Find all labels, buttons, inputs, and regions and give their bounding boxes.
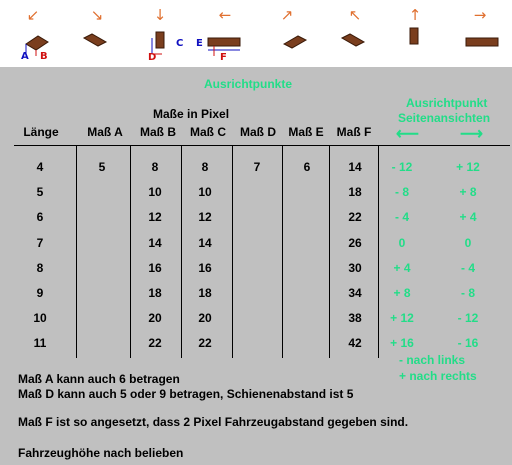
cell-side-right: - 4: [460, 260, 475, 275]
cell-side-left: 0: [398, 235, 406, 250]
label-d: D: [148, 52, 157, 63]
cell-f: 14: [348, 160, 362, 174]
col-header-c: Maß C: [190, 125, 226, 139]
cell-b: 8: [151, 160, 159, 174]
cell-laenge: 4: [36, 160, 44, 174]
arrow-northwest-icon: ↖: [348, 6, 362, 24]
col-header-b: Maß B: [140, 125, 176, 139]
cell-b: 10: [148, 185, 162, 200]
cell-c: 22: [198, 336, 212, 351]
cell-b: 22: [148, 336, 162, 351]
cell-laenge: 10: [33, 311, 47, 326]
cell-laenge: 5: [36, 185, 44, 200]
arrow-northeast-icon: ↗: [280, 6, 294, 24]
cell-b: 12: [148, 210, 162, 225]
cell-b: 14: [148, 235, 162, 250]
cell-side-left: + 16: [390, 336, 414, 351]
cell-side-right: 0: [464, 235, 472, 250]
wagon-northeast-icon: [280, 32, 310, 52]
cell-c: 10: [198, 185, 212, 200]
cell-laenge: 7: [36, 235, 44, 250]
cell-c: 18: [198, 286, 212, 300]
cell-c: 8: [201, 160, 209, 174]
cell-side-left: + 4: [393, 260, 411, 275]
cell-f: 22: [348, 210, 362, 225]
table-rule: [14, 145, 510, 146]
cell-side-right: + 12: [456, 160, 480, 174]
arrow-south-icon: ↓: [153, 6, 167, 24]
cell-side-right: - 16: [457, 336, 479, 351]
col-header-f: Maß F: [336, 125, 372, 139]
note-1: Maß A kann auch 6 betragen: [18, 372, 180, 386]
arrow-east-icon: →: [473, 6, 487, 24]
cell-c: 20: [198, 311, 212, 326]
cell-side-right: + 8: [459, 185, 477, 200]
cell-f: 30: [348, 260, 362, 275]
wagon-northwest-icon: [338, 32, 368, 52]
cell-d: 7: [253, 160, 261, 174]
col-divider: [232, 145, 233, 358]
cell-a: 5: [98, 160, 106, 174]
side-header-line2: Seitenansichten: [398, 111, 491, 125]
group-header: Maße in Pixel: [153, 107, 230, 121]
section-title: Ausrichtpunkte: [204, 77, 293, 91]
cell-f: 42: [348, 336, 362, 351]
cell-side-left: - 12: [391, 160, 413, 174]
note-2: Maß D kann auch 5 oder 9 betragen, Schienenabstand ist 5: [18, 387, 354, 401]
cell-side-left: - 8: [394, 185, 409, 200]
col-divider: [130, 145, 131, 358]
label-b: B: [40, 51, 48, 62]
cell-laenge: 8: [36, 260, 44, 275]
cell-f: 34: [348, 286, 362, 300]
legend-minus: - nach links: [399, 353, 466, 367]
cell-laenge: 9: [36, 286, 44, 300]
note-3: Maß F ist so angesetzt, dass 2 Pixel Fahrzeugabstand gegeben sind.: [18, 415, 409, 429]
arrow-southeast-icon: ↘: [90, 6, 104, 24]
legend-plus: + nach rechts: [399, 369, 477, 383]
col-divider: [181, 145, 182, 358]
side-header-line1: Ausrichtpunkt: [406, 96, 488, 110]
wagon-southeast-icon: [80, 32, 110, 52]
cell-side-left: + 8: [393, 286, 411, 300]
col-header-a: Maß A: [87, 125, 123, 139]
arrow-west-icon: ←: [218, 6, 232, 24]
col-divider: [282, 145, 283, 358]
col-divider: [76, 145, 77, 358]
col-header-d: Maß D: [240, 125, 276, 139]
label-c: C: [176, 38, 184, 49]
col-divider: [329, 145, 330, 358]
label-e: E: [196, 38, 203, 49]
cell-f: 26: [348, 235, 362, 250]
note-4: Fahrzeughöhe nach belieben: [18, 446, 184, 460]
cell-b: 18: [148, 286, 162, 300]
cell-side-right: - 8: [460, 286, 475, 300]
cell-c: 12: [198, 210, 212, 225]
cell-c: 16: [198, 260, 212, 275]
cell-side-right: - 12: [457, 311, 479, 326]
col-divider: [378, 145, 379, 358]
wagon-east-icon: [464, 36, 500, 50]
label-f: F: [220, 52, 227, 63]
cell-e: 6: [303, 160, 311, 174]
cell-c: 14: [198, 235, 212, 250]
cell-b: 20: [148, 311, 162, 326]
cell-side-right: + 4: [459, 210, 477, 225]
col-header-e: Maß E: [288, 125, 324, 139]
arrow-southwest-icon: ↙: [26, 6, 40, 24]
label-a: A: [21, 51, 29, 62]
cell-laenge: 11: [33, 336, 47, 351]
col-header-laenge: Länge: [23, 125, 59, 139]
cell-side-left: - 4: [394, 210, 409, 225]
arrow-north-icon: ↑: [408, 6, 422, 24]
cell-f: 38: [348, 311, 362, 326]
arrow-left-icon: ⟵: [396, 126, 419, 143]
cell-b: 16: [148, 260, 162, 275]
cell-side-left: + 12: [390, 311, 414, 326]
cell-laenge: 6: [36, 210, 44, 225]
sprite-strip: [0, 0, 512, 67]
arrow-right-icon: ⟶: [460, 126, 483, 143]
cell-f: 18: [348, 185, 362, 200]
wagon-north-icon: [404, 26, 424, 50]
